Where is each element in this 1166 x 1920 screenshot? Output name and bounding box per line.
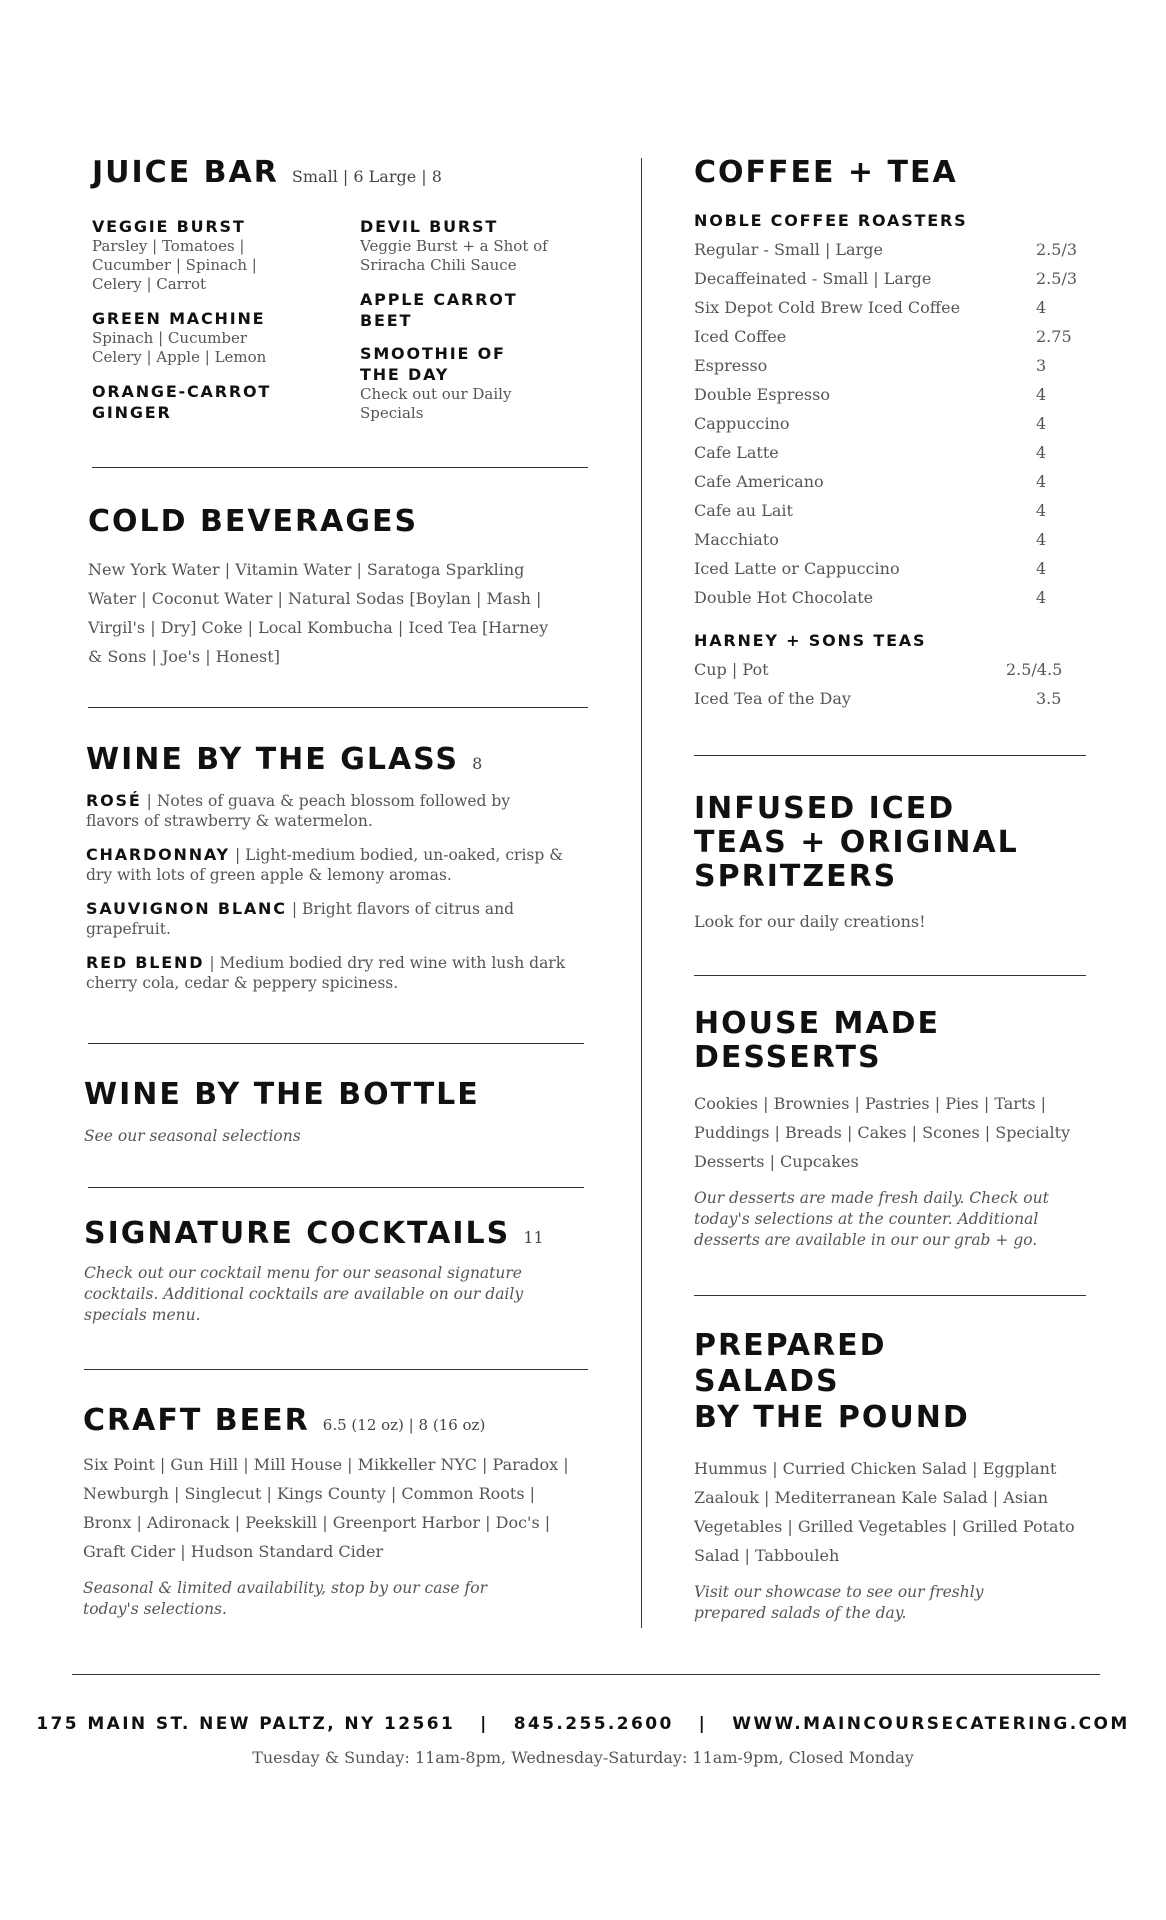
tea-list (694, 655, 1084, 713)
coffee-item (694, 554, 1084, 583)
juice-item-name: GREEN MACHINE (92, 309, 266, 328)
wine-item-desc: | Medium bodied dry red wine with lush dark cherry cola, cedar & peppery spiciness. (86, 954, 566, 992)
coffee-item-price: 4 (1036, 472, 1047, 491)
craft-beer-note: Seasonal & limited availability, stop by our case for today's selections. (83, 1579, 488, 1618)
coffee-item-price: 2.5/3 (1036, 269, 1078, 288)
coffee-item-name: Six Depot Cold Brew Iced Coffee (694, 298, 961, 317)
coffee-item-price: 2.75 (1036, 327, 1072, 346)
salads-note: Visit our showcase to see our freshly prepared salads of the day. (694, 1583, 984, 1622)
craft-beer-price: 6.5 (12 oz) | 8 (16 oz) (322, 1416, 486, 1434)
cold-beverages-list: New York Water | Vitamin Water | Saratoga Sparkling Water | Coconut Water | Natural Sodas [Boylan | Mash | Virgil's | Dry] Coke | Local Kombucha | Iced Tea [Harney & Sons | Joe's | Honest] (88, 560, 549, 666)
juice-item-name: DEVIL BURST (360, 217, 499, 236)
wine-glass-price: 8 (472, 754, 483, 773)
coffee-item (694, 380, 1084, 409)
coffee-item-name: Double Hot Chocolate (694, 588, 874, 607)
coffee-item-price: 4 (1036, 559, 1047, 578)
wine-item-desc: | Notes of guava & peach blossom followed by flavors of strawberry & watermelon. (86, 792, 511, 830)
coffee-item-name: Decaffeinated - Small | Large (694, 269, 932, 288)
coffee-item (694, 496, 1084, 525)
coffee-item-name: Iced Latte or Cappuccino (694, 559, 900, 578)
tea-item (694, 684, 1084, 713)
wine-item (86, 791, 566, 831)
divider (694, 755, 1086, 756)
cold-beverages-section (88, 505, 558, 671)
coffee-item (694, 467, 1084, 496)
coffee-list (694, 235, 1084, 612)
desserts-title: HOUSE MADE DESSERTS (694, 1006, 940, 1075)
coffee-item-price: 4 (1036, 414, 1047, 433)
coffee-tea-title: COFFEE + TEA (694, 155, 958, 190)
coffee-item-name: Cappuccino (694, 414, 790, 433)
juice-item (360, 343, 590, 423)
coffee-item-price: 4 (1036, 530, 1047, 549)
coffee-item-price: 4 (1036, 588, 1047, 607)
divider (694, 975, 1086, 976)
coffee-item-name: Iced Coffee (694, 327, 787, 346)
wine-item-name: ROSÉ (86, 791, 142, 810)
wine-item-desc: | Light-medium bodied, un-oaked, crisp & dry with lots of green apple & lemony aromas. (86, 846, 564, 884)
column-divider (641, 158, 642, 1628)
wine-item-name: RED BLEND (86, 953, 205, 972)
juice-bar-section (92, 156, 592, 190)
infused-title: INFUSED ICED TEAS + ORIGINAL SPRITZERS (694, 791, 1019, 894)
coffee-item-name: Macchiato (694, 530, 779, 549)
footer-hours: Tuesday & Sunday: 11am-8pm, Wednesday-Saturday: 11am-9pm, Closed Monday (252, 1748, 914, 1767)
coffee-item (694, 409, 1084, 438)
divider (88, 707, 588, 708)
salads-list: Hummus | Curried Chicken Salad | Eggplant Zaalouk | Mediterranean Kale Salad | Asian Vegetables | Grilled Vegetables | Grilled Potato Salad | Tabbouleh (694, 1459, 1075, 1565)
coffee-item-name: Espresso (694, 356, 768, 375)
craft-beer-section (83, 1404, 583, 1620)
desserts-section (694, 1007, 1094, 1251)
divider (88, 1043, 584, 1044)
tea-item-price: 2.5/4.5 (1006, 660, 1063, 679)
cocktails-text: Check out our cocktail menu for our seasonal signature cocktails. Additional cocktails are available on our daily specials menu. (84, 1264, 524, 1324)
divider (694, 1295, 1086, 1296)
juice-item-name: VEGGIE BURST (92, 217, 246, 236)
coffee-item (694, 235, 1084, 264)
wine-glass-section (86, 743, 566, 1007)
craft-beer-list: Six Point | Gun Hill | Mill House | Mikkeller NYC | Paradox | Newburgh | Singlecut | Kings County | Common Roots | Bronx | Adironack | Peekskill | Greenport Harbor | Doc's | Graft Cider | Hudson Standard Cider (83, 1455, 569, 1561)
divider (84, 1369, 588, 1370)
juice-item-desc: Veggie Burst + a Shot of Sriracha Chili Sauce (360, 237, 548, 274)
wine-item (86, 899, 566, 939)
juice-item (360, 289, 590, 331)
cocktails-title: SIGNATURE COCKTAILS (84, 1216, 511, 1251)
coffee-item (694, 293, 1084, 322)
salads-title: PREPARED SALADS BY THE POUND (694, 1328, 970, 1435)
juice-item-name: SMOOTHIE OF THE DAY (360, 344, 506, 384)
tea-item-name: Iced Tea of the Day (694, 689, 851, 708)
craft-beer-title: CRAFT BEER (83, 1403, 310, 1438)
wine-bottle-text: See our seasonal selections (84, 1127, 301, 1145)
coffee-item-price: 4 (1036, 443, 1047, 462)
tea-subtitle: HARNEY + SONS TEAS (694, 631, 927, 650)
coffee-item (694, 583, 1084, 612)
juice-item-desc: Parsley | Tomatoes | Cucumber | Spinach | Celery | Carrot (92, 237, 257, 293)
juice-item (360, 216, 590, 275)
desserts-list: Cookies | Brownies | Pastries | Pies | Tarts | Puddings | Breads | Cakes | Scones | Specialty Desserts | Cupcakes (694, 1094, 1071, 1171)
coffee-item (694, 351, 1084, 380)
juice-bar-sizes: Small | 6 Large | 8 (291, 167, 442, 186)
coffee-tea-section (694, 156, 1084, 713)
coffee-item-name: Double Espresso (694, 385, 830, 404)
coffee-item-name: Cafe Latte (694, 443, 779, 462)
coffee-item-price: 4 (1036, 385, 1047, 404)
coffee-item-price: 4 (1036, 501, 1047, 520)
coffee-item-name: Regular - Small | Large (694, 240, 883, 259)
wine-item-desc: | Bright flavors of citrus and grapefruit. (86, 900, 515, 938)
wine-item-name: CHARDONNAY (86, 845, 230, 864)
cold-beverages-title: COLD BEVERAGES (88, 504, 419, 539)
divider (92, 467, 588, 468)
coffee-item-price: 4 (1036, 298, 1047, 317)
footer-address: 175 MAIN ST. NEW PALTZ, NY 12561 | 845.255.2600 | WWW.MAINCOURSECATERING.COM (36, 1714, 1130, 1734)
desserts-note: Our desserts are made fresh daily. Check out today's selections at the counter. Additional desserts are available in our our grab + go. (694, 1189, 1049, 1249)
coffee-item (694, 525, 1084, 554)
juice-item-desc: Check out our Daily Specials (360, 385, 512, 422)
coffee-item (694, 322, 1084, 351)
juice-item-name: APPLE CARROT BEET (360, 290, 518, 330)
wine-bottle-section (84, 1078, 564, 1147)
juice-item-desc: Spinach | Cucumber Celery | Apple | Lemon (92, 329, 267, 366)
coffee-item-price: 2.5/3 (1036, 240, 1078, 259)
cocktails-section (84, 1217, 574, 1326)
coffee-item (694, 438, 1084, 467)
salads-section (694, 1328, 1094, 1624)
wine-bottle-title: WINE BY THE BOTTLE (84, 1077, 480, 1112)
tea-item (694, 655, 1084, 684)
coffee-item (694, 264, 1084, 293)
juice-item (92, 381, 342, 423)
juice-item-name: ORANGE-CARROT GINGER (92, 382, 272, 422)
footer-divider (72, 1674, 1100, 1675)
wine-glass-title: WINE BY THE GLASS (86, 742, 460, 777)
coffee-item-price: 3 (1036, 356, 1047, 375)
cocktails-price: 11 (523, 1228, 544, 1247)
tea-item-name: Cup | Pot (694, 660, 769, 679)
juice-item (92, 308, 342, 367)
divider (88, 1187, 584, 1188)
juice-bar-col-right (360, 216, 590, 423)
infused-section (694, 792, 1094, 931)
tea-item-price: 3.5 (1036, 689, 1062, 708)
juice-bar-title: JUICE BAR (92, 155, 279, 190)
coffee-item-name: Cafe Americano (694, 472, 824, 491)
coffee-subtitle: NOBLE COFFEE ROASTERS (694, 211, 968, 230)
wine-item (86, 953, 566, 993)
wine-item (86, 845, 566, 885)
coffee-item-name: Cafe au Lait (694, 501, 793, 520)
wine-item-name: SAUVIGNON BLANC (86, 899, 287, 918)
juice-item (92, 216, 342, 294)
juice-bar-col-left (92, 216, 342, 423)
infused-text: Look for our daily creations! (694, 912, 926, 931)
